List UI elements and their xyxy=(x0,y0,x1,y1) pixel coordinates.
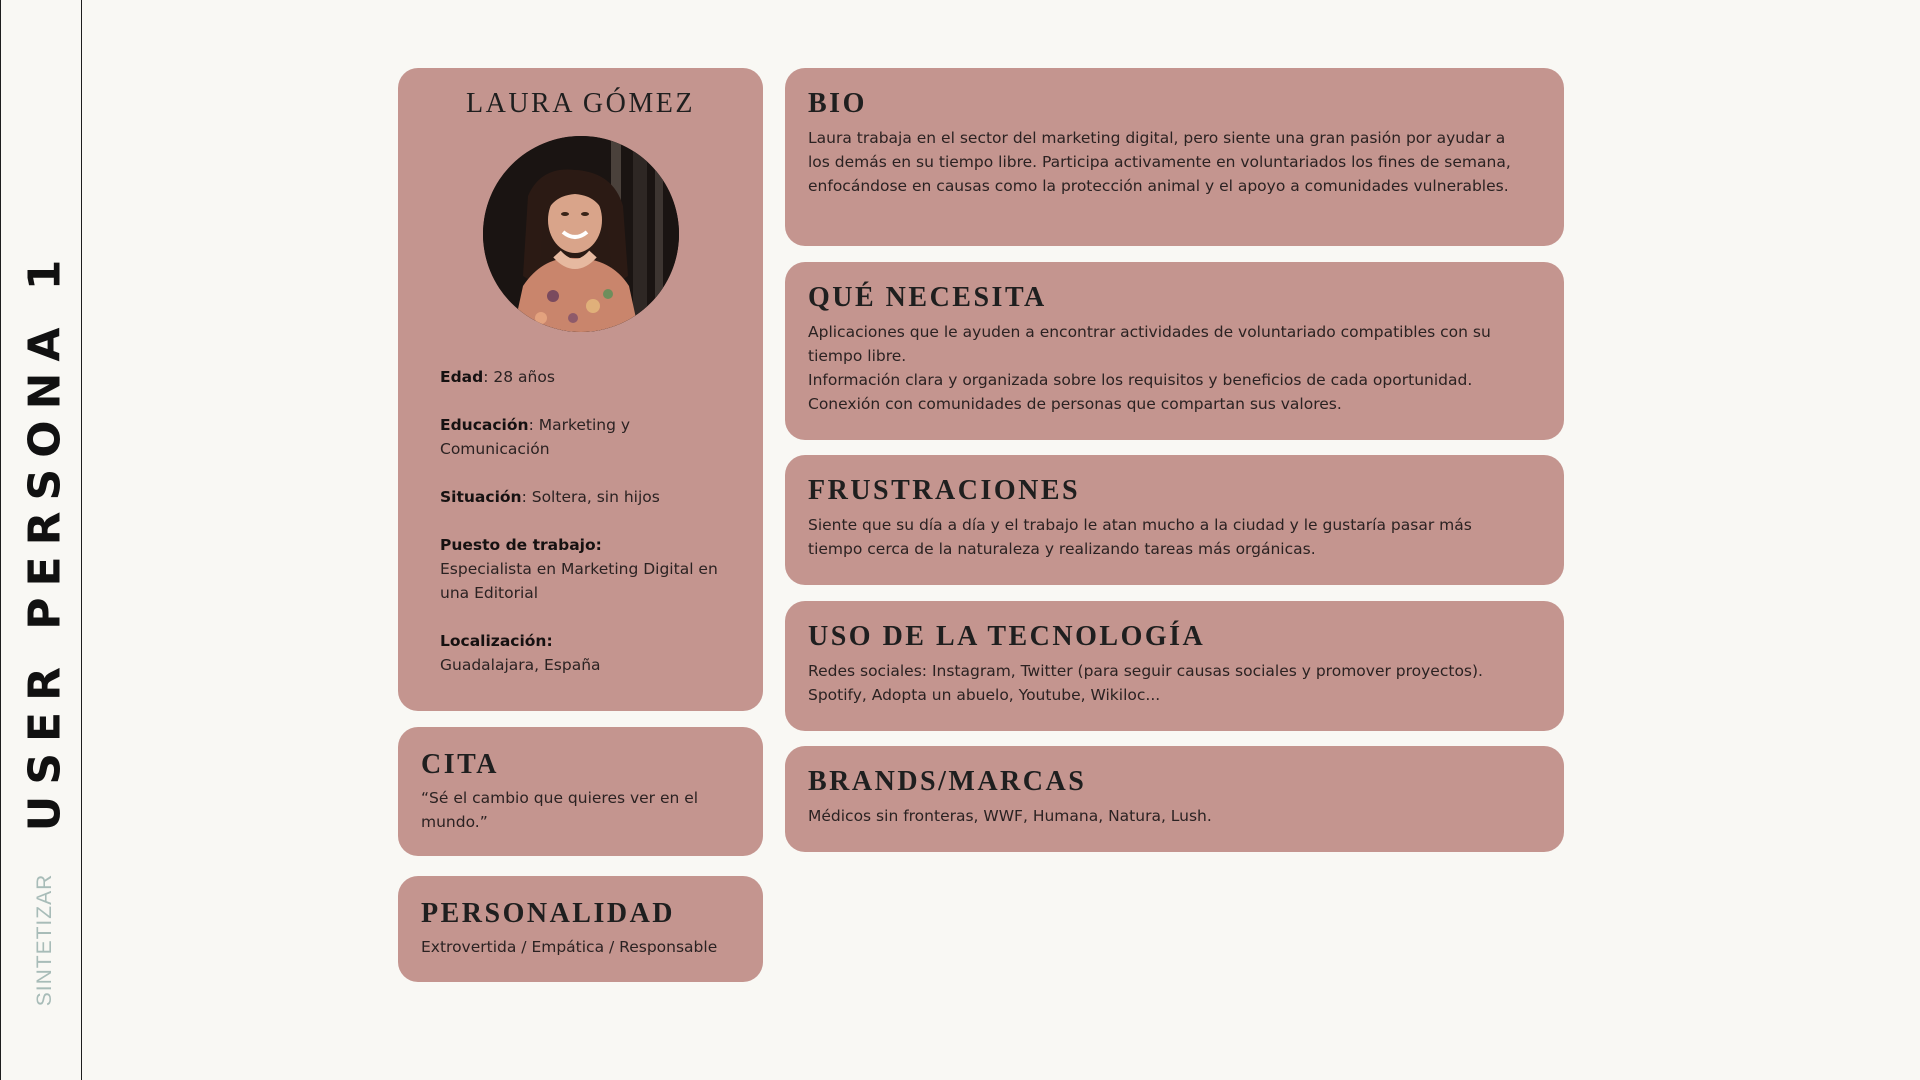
detail-label: Localización: xyxy=(440,632,553,650)
needs-list xyxy=(808,320,1528,416)
bio-heading: BIO xyxy=(808,88,867,119)
bio-text: Laura trabaja en el sector del marketing digital, pero siente una gran pasión por ayudar a los demás en su tiempo libre. Participa activamente en voluntariados los fines de semana, enfocándose en causas como la protección animal y el apoyo a comunidades vulnerables. xyxy=(808,129,1511,195)
detail-label: Puesto de trabajo: xyxy=(440,536,602,554)
quote-text: “Sé el cambio que quieres ver en el mundo.” xyxy=(421,789,699,831)
detail-value: Especialista en Marketing Digital en una Editorial xyxy=(440,560,718,602)
frustrations-card xyxy=(785,455,1564,585)
frustrations-text: Siente que su día a día y el trabajo le atan mucho a la ciudad y le gustaría pasar más tiempo cerca de la naturaleza y realizando tareas más orgánicas. xyxy=(808,516,1472,558)
detail-age: Edad: 28 años xyxy=(440,368,555,386)
detail-label: Edad xyxy=(440,368,484,386)
detail-value: Guadalajara, España xyxy=(440,656,601,674)
needs-item: Información clara y organizada sobre los requisitos y beneficios de cada oportunidad. xyxy=(808,371,1473,389)
profile-photo xyxy=(483,136,679,332)
profile-card xyxy=(398,68,763,711)
needs-card xyxy=(785,262,1564,440)
detail-situation: Situación: Soltera, sin hijos xyxy=(440,488,660,506)
needs-item: Conexión con comunidades de personas que compartan sus valores. xyxy=(808,395,1342,413)
detail-location xyxy=(440,629,740,677)
needs-heading: QUÉ NECESITA xyxy=(808,282,1047,313)
frustrations-heading: FRUSTRACIONES xyxy=(808,475,1081,506)
brands-text: Médicos sin fronteras, WWF, Humana, Natura, Lush. xyxy=(808,807,1212,825)
technology-text: Redes sociales: Instagram, Twitter (para seguir causas sociales y promover proyectos). Spotify, Adopta un abuelo, Youtube, Wikiloc... xyxy=(808,662,1483,704)
slide-title: USER PERSONA 1 xyxy=(19,248,71,832)
quote-heading: CITA xyxy=(421,749,499,780)
detail-label: Educación xyxy=(440,416,529,434)
profile-details xyxy=(440,365,740,701)
quote-card xyxy=(398,727,763,856)
bio-card xyxy=(785,68,1564,246)
detail-job xyxy=(440,533,740,605)
detail-value: Soltera, sin hijos xyxy=(531,488,660,506)
brands-heading: BRANDS/MARCAS xyxy=(808,766,1087,797)
technology-heading: USO DE LA TECNOLOGÍA xyxy=(808,621,1206,652)
sidebar xyxy=(0,0,82,1080)
technology-card xyxy=(785,601,1564,731)
brands-card xyxy=(785,746,1564,852)
persona-name: LAURA GÓMEZ xyxy=(466,88,695,119)
personality-card xyxy=(398,876,763,982)
section-label: SINTETIZAR xyxy=(33,873,56,1007)
personality-text: Extrovertida / Empática / Responsable xyxy=(421,938,718,956)
needs-item: Aplicaciones que le ayuden a encontrar actividades de voluntariado compatibles con su tiempo libre. xyxy=(808,323,1491,365)
detail-label: Situación xyxy=(440,488,522,506)
person-photo-icon xyxy=(483,136,679,332)
detail-value: Marketing y Comunicación xyxy=(440,416,631,458)
personality-heading: PERSONALIDAD xyxy=(421,898,676,929)
detail-value: 28 años xyxy=(493,368,555,386)
detail-education: Educación: Marketing y Comunicación xyxy=(440,416,631,458)
